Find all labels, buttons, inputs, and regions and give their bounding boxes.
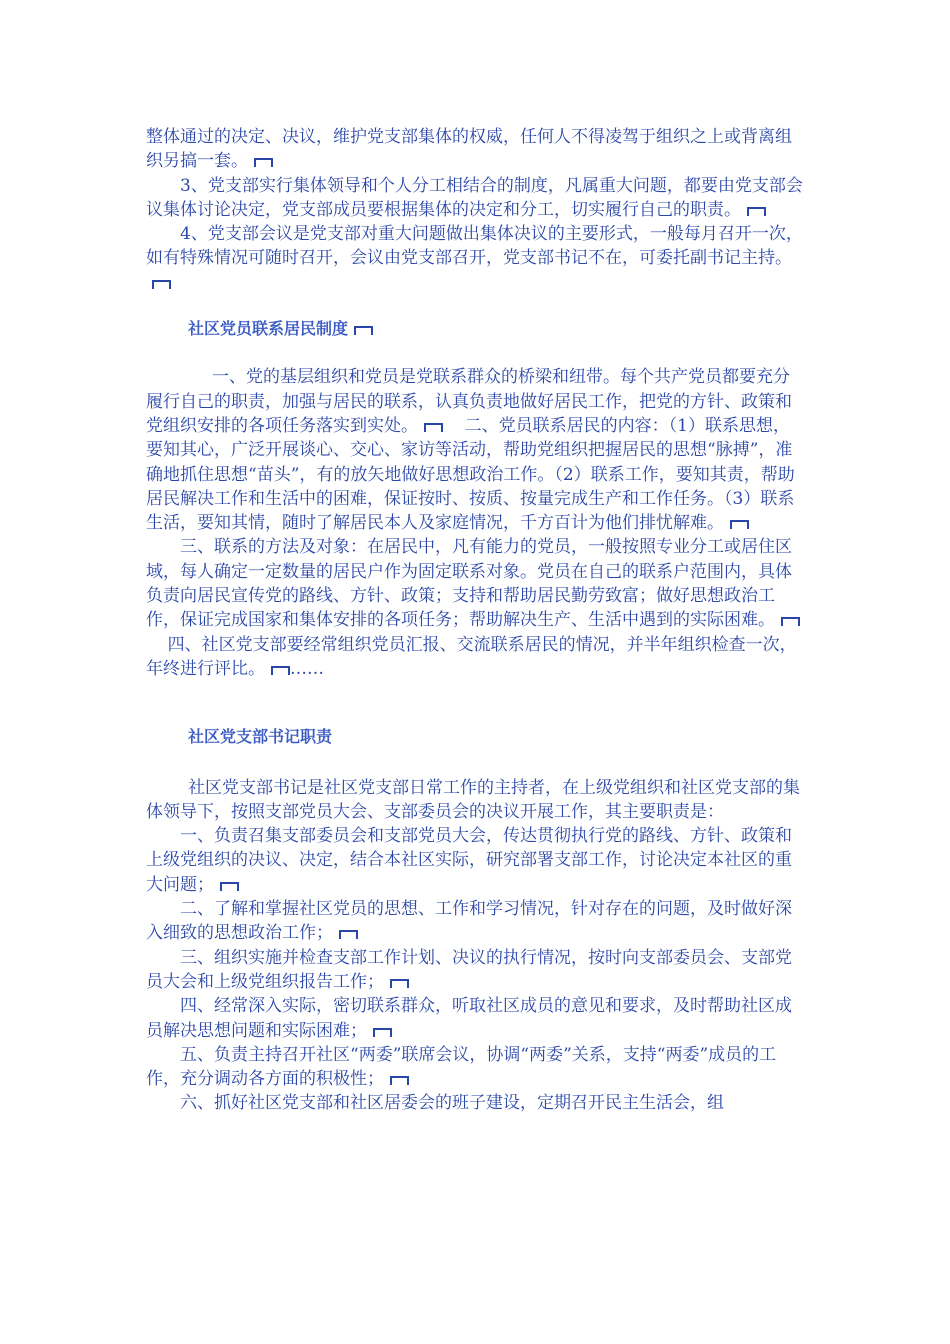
list-item: 一、负责召集支部委员会和支部党员大会，传达贯彻执行党的路线、方针、政策和上级党组织的决议、决定，结合本社区实际，研究部署支部工作，讨论决定本社区的重大问题； [146,826,792,895]
paragraph: 三、联系的方法及对象：在居民中，凡有能力的党员，一般按照专业分工或居住区域，每人确定一定数量的居民户作为固定联系对象。党员在自己的联系户范围内，具体负责向居民宣传党的路线、方针、政策；支持和帮助居民勤劳致富；做好思想政治工作，保证完成国家和集体安排的各项任务；帮助解决生产、生活中遇到的实际困难。 四、社区党支部要经常组织党员汇报、交流联系居民的情况，并半年组织检查一次，年终进行评比。 …… [146,535,806,681]
paragraph: 3、党支部实行集体领导和个人分工相结合的制度，凡属重大问题，都要由党支部会议集体讨论决定，党支部成员要根据集体的决定和分工，切实履行自己的职责。 [146,175,803,220]
paragraph-mark-icon [781,617,800,626]
list-item: 二、了解和掌握社区党员的思想、工作和学习情况，针对存在的问题，及时做好深入细致的思想政治工作； [146,899,792,944]
paragraph-mark-icon [254,158,273,167]
paragraph: 一、党的基层组织和党员是党联系群众的桥梁和纽带。每个共产党员都要充分履行自己的职责，加强与居民的联系，认真负责地做好居民工作，把党的方针、政策和党组织安排的各项任务落实到实处。 二、党员联系居民的内容：（1）联系思想，要知其心，广泛开展谈心、交心、家访等活动，帮助党组织把握居民的思想“脉搏”，准确地抓住思想“苗头”，有的放矢地做好思想政治工作。（2）联系工作，要知其责，帮助居民解决工作和生活中的困难，保证按时、按质、按量完成生产和工作任务。（3）联系生活，要知其情，随时了解居民本人及家庭情况，千方百计为他们排忧解难。 [146,367,795,534]
paragraph-mark-icon [373,1028,392,1037]
list-item: 六、抓好社区党支部和社区居委会的班子建设，定期召开民主生活会，组 [180,1093,724,1114]
document-body [146,125,806,1116]
paragraph-mark-icon [339,930,358,939]
list-item: 五、负责主持召开社区“两委”联席会议，协调“两委”关系，支持“两委”成员的工作，充分调动各方面的积极性； [146,1044,777,1090]
paragraph: 4、党支部会议是党支部对重大问题做出集体决议的主要形式，一般每月召开一次，如有特殊情况可随时召开，会议由党支部召开，党支部书记不在，可委托副书记主持。 [146,222,806,295]
paragraph-mark-icon [424,423,443,432]
list-item: 三、组织实施并检查支部工作计划、决议的执行情况，按时向支部委员会、支部党员大会和上级党组织报告工作； [146,947,792,992]
paragraph-mark-icon [271,666,290,675]
paragraph-mark-icon [390,1076,409,1085]
paragraph: 社区党支部书记是社区党支部日常工作的主持者，在上级党组织和社区党支部的集体领导下，按照支部党员大会、支部委员会的决议开展工作，其主要职责是： [146,777,800,822]
paragraph-mark-icon [390,979,409,988]
paragraph-mark-icon [152,280,171,289]
list-item: 四、经常深入实际，密切联系群众，听取社区成员的意见和要求，及时帮助社区成员解决思想问题和实际困难； [146,996,792,1041]
paragraph-mark-icon [747,207,766,216]
section-heading: 社区党支部书记职责 [188,727,333,747]
paragraph-mark-icon [220,882,239,891]
paragraph-mark-icon [354,326,373,335]
section-heading: 社区党员联系居民制度 [146,317,806,341]
paragraph: 整体通过的决定、决议，维护党支部集体的权威，任何人不得凌驾于组织之上或背离组织另搞一套。 [146,127,792,172]
paragraph-mark-icon [730,520,749,529]
